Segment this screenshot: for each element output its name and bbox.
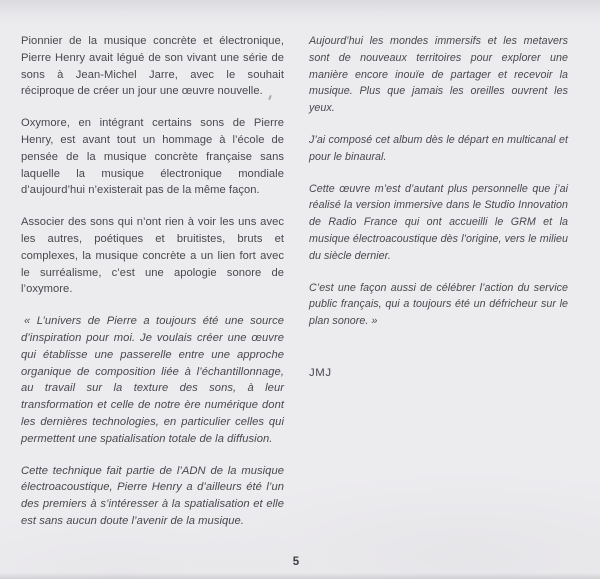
- left-column: [21, 33, 284, 545]
- signature-jmj: JMJ: [309, 366, 332, 379]
- paragraph-quote-mondes-immersifs: Aujourd’hui les mondes immersifs et les metavers sont de nouveaux territoires pour explorer une manière encore inouïe de partager et recevoir la musique. Plus que jamais les oreilles ouvrent les yeux.: [309, 35, 568, 115]
- paragraph-quote-radio-france: Cette œuvre m’est d’autant plus personnelle que j’ai réalisé la version immersive dans le Studio Innovation de Radio France qui ont accueilli le GRM et la musique électroacoustique dès l’origine, vers le milieu du siècle dernier.: [309, 182, 568, 262]
- paragraph-quote-univers: « L’univers de Pierre a toujours été une source d’inspiration pour moi. Je voulais créer une œuvre qui établisse une passerelle entre une approche organique de composition liée à l’échantillonnage, au travail sur la texture des sons, à leur transformation et celle de notre ère numérique dont les dernières technologies, en particulier celles qui permettent une spatialisation totale de la diffusion.: [21, 315, 284, 445]
- paragraph-quote-technique: Cette technique fait partie de l’ADN de la musique électroacoustique, Pierre Henry a d’ailleurs été l’un des premiers à s’intéresser à la spatialisation et elle est sans aucun doute l’avenir de la musique.: [21, 464, 284, 527]
- right-column: [309, 33, 568, 397]
- scan-bottom-shadow: [0, 573, 600, 579]
- paragraph-quote-multicanal: J’ai composé cet album dès le départ en multicanal et pour le binaural.: [309, 133, 568, 163]
- paragraph-pionnier: Pionnier de la musique concrète et électronique, Pierre Henry avait légué de son vivant une série de sons à Jean-Michel Jarre, avec le souhait réciproque de créer un jour une œuvre nouvelle.: [21, 35, 284, 98]
- page-number: 5: [292, 556, 300, 568]
- paragraph-quote-service-public: C’est une façon aussi de célébrer l’action du service public français, qui a toujours été un défricheur sur le plan sonore. »: [309, 281, 568, 328]
- paragraph-associer: Associer des sons qui n’ont rien à voir les uns avec les autres, poétiques et bruitistes, bruts et complexes, la musique concrète a un lien fort avec le surréalisme, c’est une apologie sonore de l’oxymore.: [21, 216, 284, 296]
- paragraph-oxymore: Oxymore, en intégrant certains sons de Pierre Henry, est avant tout un hommage à l’école de pensée de la musique concrète française sans laquelle la musique électronique mondiale d’aujourd’hui n’existerait pas de la même façon.: [21, 117, 284, 197]
